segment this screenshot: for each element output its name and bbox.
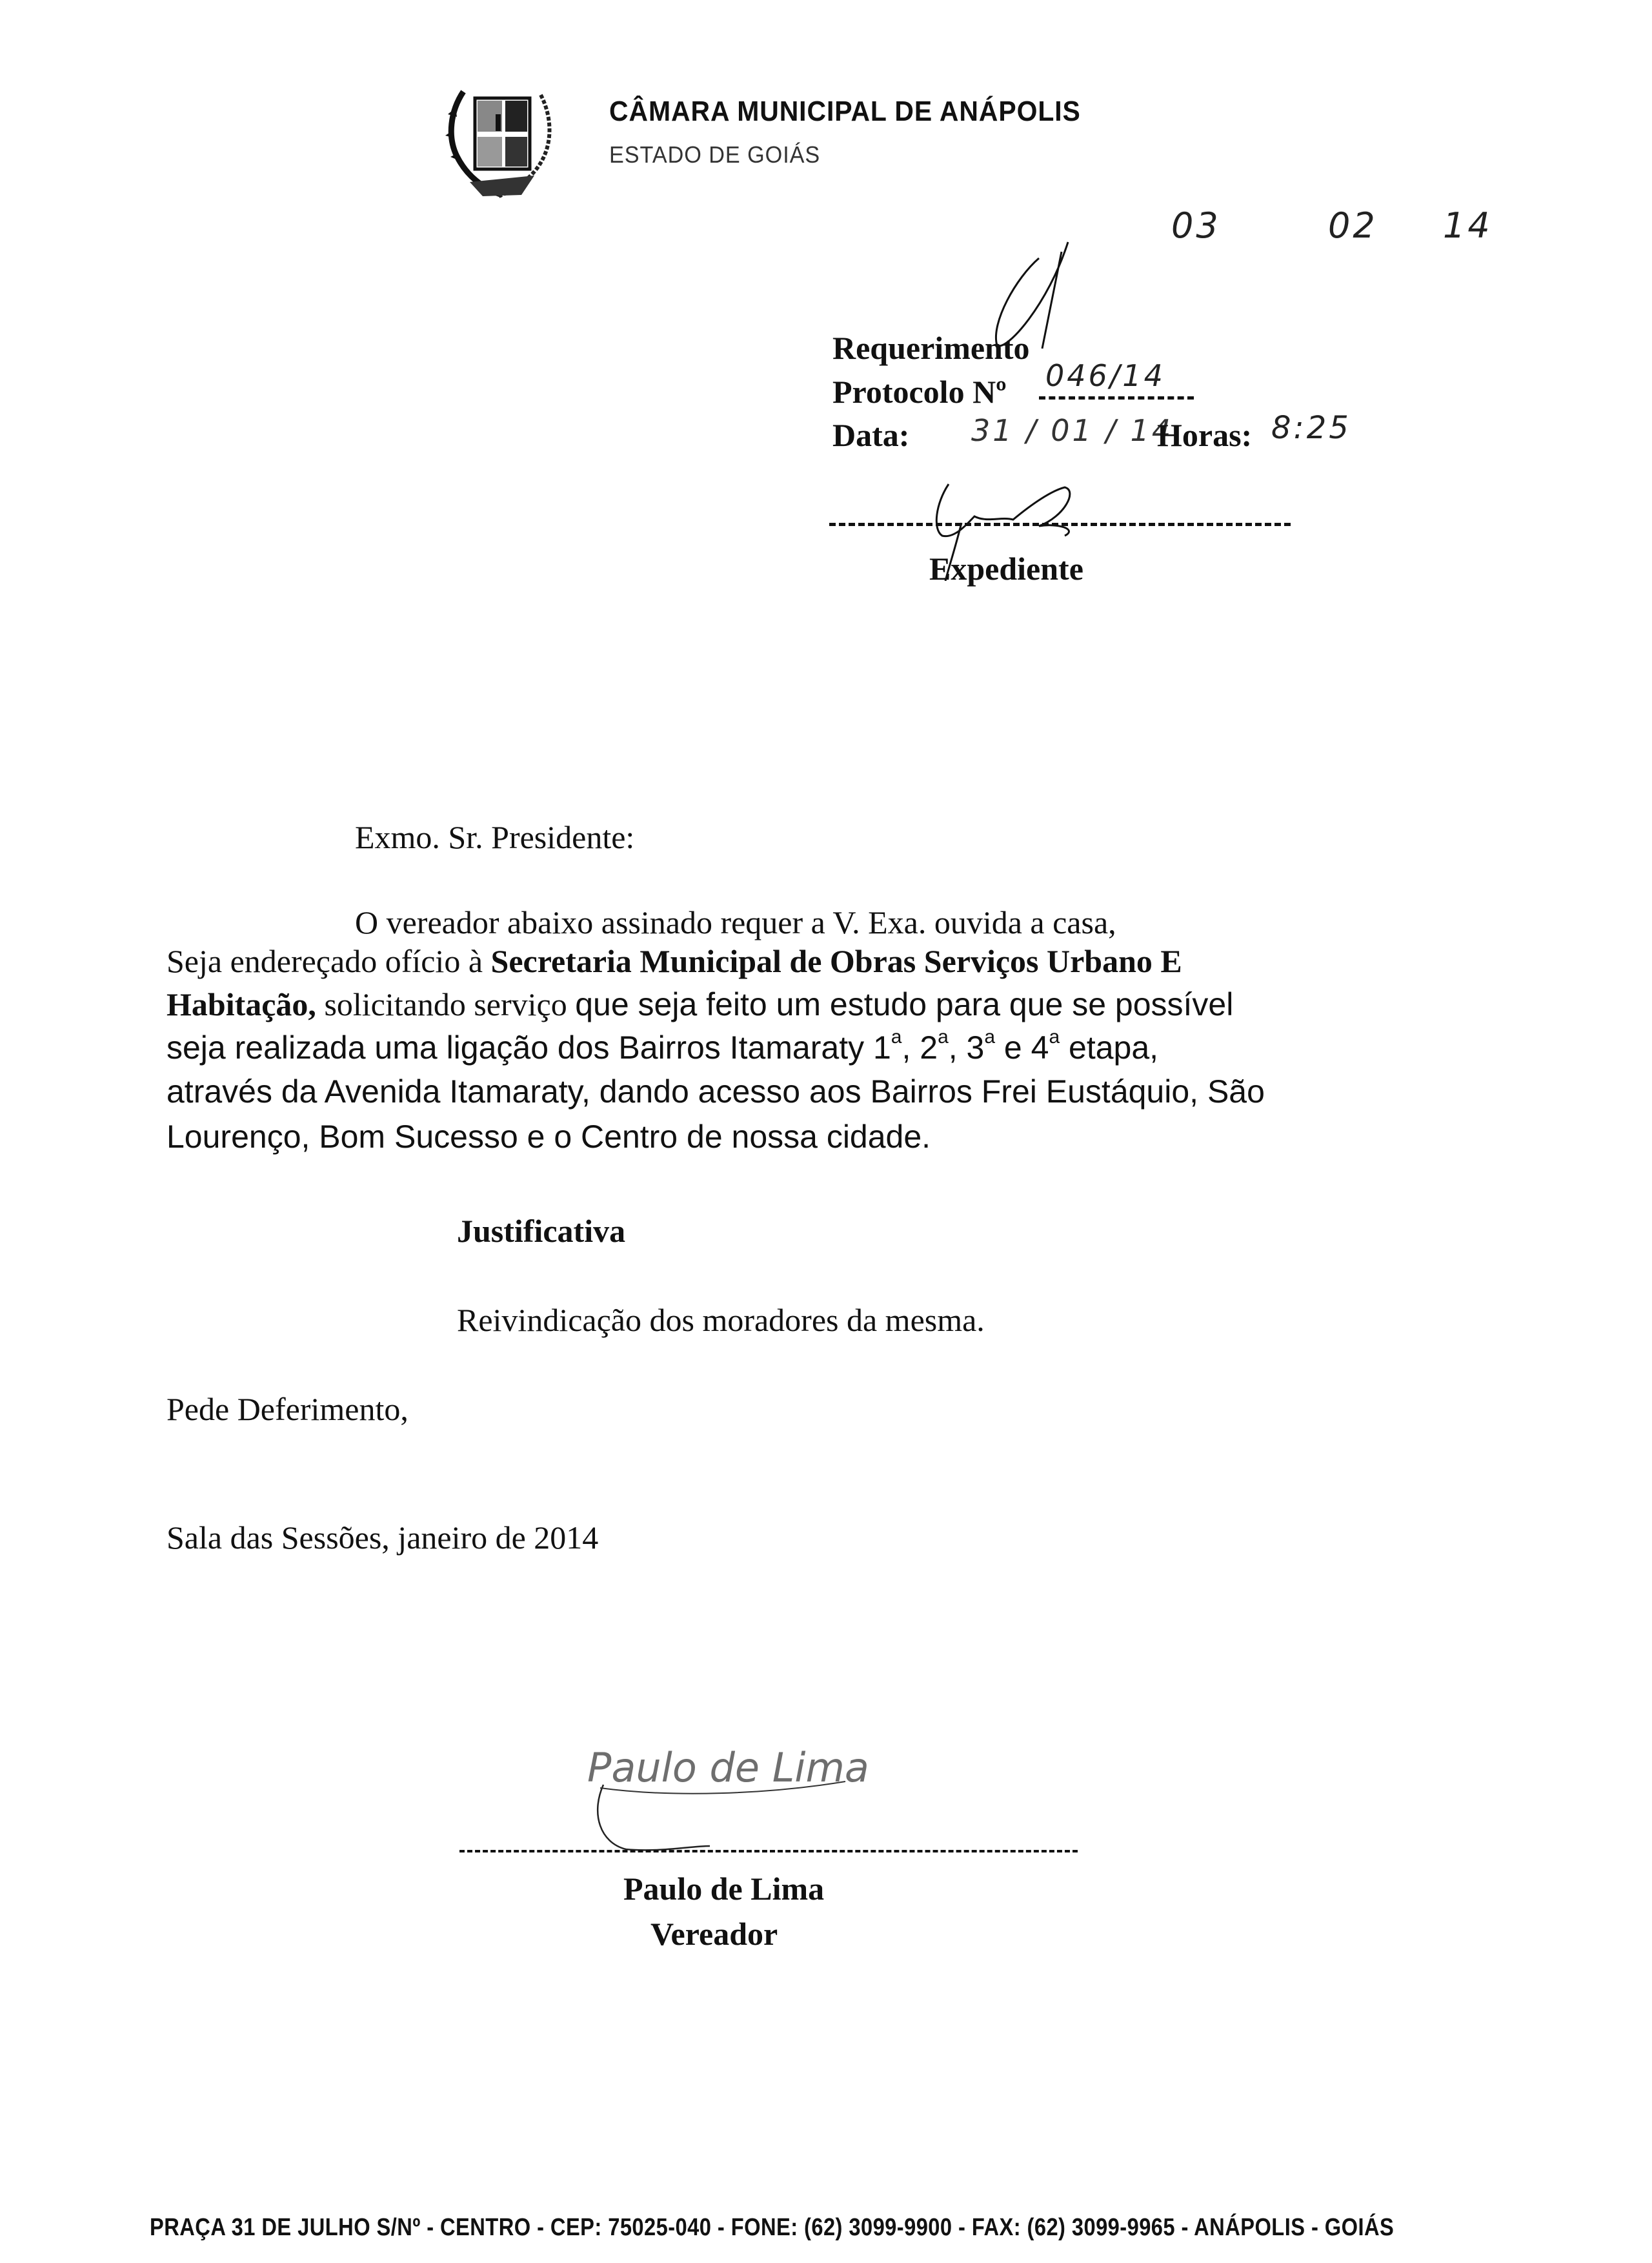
body-line-5: Lourenço, Bom Sucesso e o Centro de nossa cidade.	[166, 1119, 931, 1155]
body-text: etapa,	[1060, 1030, 1159, 1066]
justificativa-heading: Justificativa	[457, 1213, 626, 1249]
intro-paragraph: O vereador abaixo assinado requer a V. Exa. ouvida a casa,	[355, 904, 1116, 940]
handwritten-signature	[574, 1736, 910, 1865]
ordinal-marker: a	[938, 1026, 949, 1048]
requerimento-label: Requerimento	[832, 330, 1030, 366]
footer-address: PRAÇA 31 DE JULHO S/Nº - CENTRO - CEP: 75025-040 - FONE: (62) 3099-9900 - FAX: (62) 3099-9965 - ANÁPOLIS - GOIÁS	[150, 2214, 1395, 2241]
signature-text: Paulo de Lima	[587, 1744, 869, 1791]
secretaria-name: Secretaria Municipal de Obras Serviços Urbano E	[490, 943, 1182, 979]
organization-state: ESTADO DE GOIÁS	[609, 141, 821, 168]
body-text: , 2	[902, 1030, 938, 1066]
secretaria-name-cont: Habitação,	[166, 986, 316, 1022]
protocolo-label: Protocolo Nº	[832, 374, 1007, 410]
stamp-month: 02	[1328, 205, 1378, 246]
ordinal-marker: a	[984, 1026, 996, 1048]
body-line-3	[166, 1026, 1159, 1066]
ordinal-marker: a	[891, 1026, 902, 1048]
horas-value: 8:25	[1271, 410, 1351, 446]
body-text: que seja feito um estudo para que se possível	[575, 986, 1234, 1022]
horas-label: Horas:	[1157, 417, 1253, 453]
signer-name: Paulo de Lima	[623, 1871, 825, 1907]
expediente-signature-line	[829, 523, 1291, 526]
salutation: Exmo. Sr. Presidente:	[355, 819, 635, 855]
place-date: Sala das Sessões, janeiro de 2014	[166, 1519, 599, 1556]
closing-text: Pede Deferimento,	[166, 1391, 408, 1427]
body-line-4: através da Avenida Itamaraty, dando acesso aos Bairros Frei Eustáquio, São	[166, 1073, 1265, 1110]
protocolo-number: 046/14	[1045, 358, 1165, 393]
stamp-day: 03	[1171, 205, 1221, 246]
organization-name: CÂMARA MUNICIPAL DE ANÁPOLIS	[609, 96, 1081, 127]
data-value: 31 / 01 / 14	[971, 413, 1174, 448]
body-text: seja realizada uma ligação dos Bairros Itamaraty 1	[166, 1030, 891, 1066]
municipal-coat-of-arms-icon	[444, 79, 557, 201]
justificativa-text: Reivindicação dos moradores da mesma.	[457, 1302, 985, 1338]
body-line-1	[166, 942, 1182, 980]
body-text: , 3	[948, 1030, 985, 1066]
data-label: Data:	[832, 417, 910, 453]
signer-role: Vereador	[650, 1916, 778, 1952]
body-text: Seja endereçado ofício à	[166, 943, 491, 979]
body-line-2	[166, 986, 1233, 1023]
body-text: e 4	[995, 1030, 1049, 1066]
expediente-label: Expediente	[929, 551, 1083, 587]
body-text: solicitando serviço	[316, 986, 576, 1022]
stamp-year: 14	[1443, 205, 1493, 246]
ordinal-marker: a	[1049, 1026, 1060, 1048]
signature-line	[459, 1850, 1078, 1852]
protocolo-underline	[1039, 396, 1194, 400]
